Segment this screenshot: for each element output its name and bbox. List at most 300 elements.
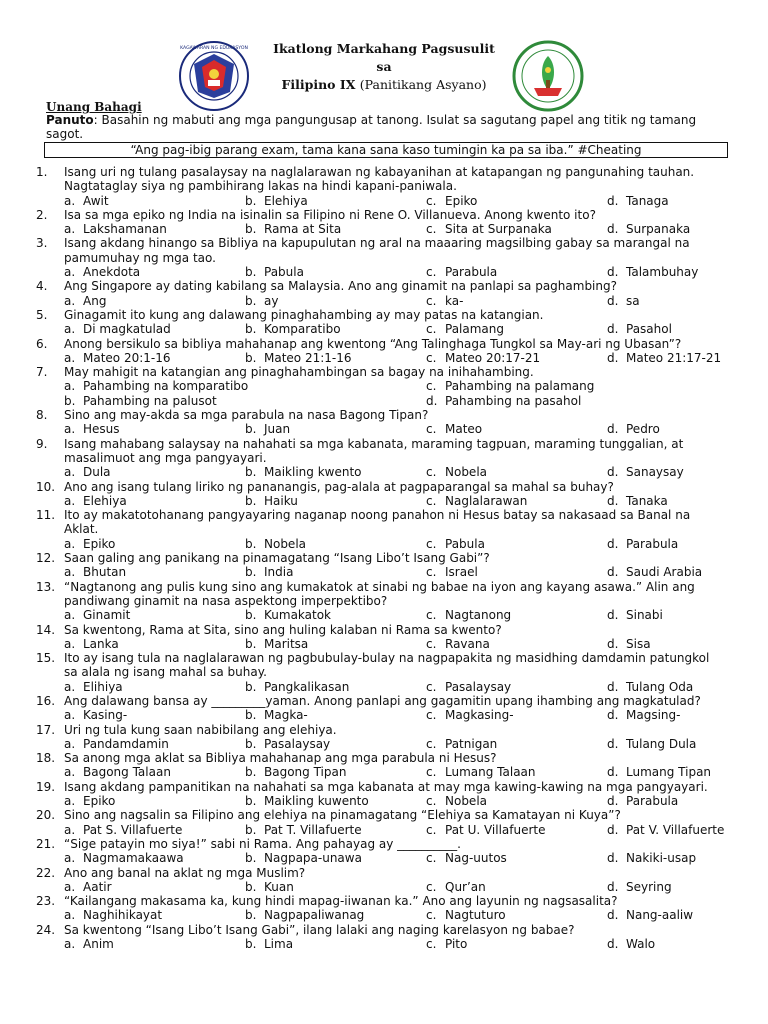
option-letter: c. (426, 322, 437, 337)
option-text[interactable]: Nagpapa-unawa (264, 851, 362, 866)
option-text[interactable]: Israel (445, 565, 478, 580)
question-number: 24. (36, 922, 56, 937)
instruction-label: Panuto (46, 113, 94, 127)
option-letter: b. (245, 822, 257, 837)
option-text[interactable]: Mateo 20:17-21 (445, 350, 541, 365)
question-item (36, 723, 726, 737)
instructions (46, 113, 726, 141)
question-number: 14. (36, 622, 56, 637)
option-text[interactable]: Hesus (83, 422, 120, 437)
question-item (36, 308, 726, 322)
question-item (36, 408, 726, 422)
option-letter: a. (64, 708, 76, 723)
option-text[interactable]: Anekdota (83, 265, 141, 280)
option-letter: b. (245, 536, 257, 551)
option-text[interactable]: Pedro (626, 422, 660, 437)
option-letter: c. (426, 265, 437, 280)
option-text[interactable]: Pabula (445, 536, 485, 551)
option-text[interactable]: Tanaga (626, 193, 669, 208)
option-text[interactable]: Pangkalikasan (264, 679, 350, 694)
option-letter: c. (426, 736, 437, 751)
question-text: Ano ang banal na aklat ng mga Muslim? (64, 865, 306, 880)
question-text: Ang dalawang bansa ay _________yaman. Anong panlapi ang gagamitin upang ihambing ang magkatulad? (64, 693, 701, 708)
question-item (36, 751, 726, 765)
question-item (36, 365, 726, 379)
option-letter: d. (607, 322, 619, 337)
option-text[interactable]: Epiko (83, 536, 116, 551)
option-text[interactable]: Rama at Sita (264, 222, 342, 237)
question-number: 6. (36, 336, 48, 351)
quote-box: “Ang pag-ibig parang exam, tama kana sana kaso tumingin ka pa sa iba.” #Cheating (44, 142, 728, 158)
question-number: 3. (36, 236, 48, 251)
option-letter: b. (245, 422, 257, 437)
option-text[interactable]: Pandamdamin (83, 736, 169, 751)
exam-subject: Filipino IX (281, 77, 356, 92)
option-letter: a. (64, 350, 76, 365)
option-text[interactable]: Seyring (626, 879, 672, 894)
exam-title-connector: sa (376, 59, 392, 74)
option-letter: c. (426, 879, 437, 894)
question-text: Ito ay isang tula na naglalarawan ng pagbubulay-bulay na nagpapakita ng masidhing damdamin patungkol sa alala ng isang mahal sa buhay. (64, 651, 710, 680)
question-text: “Kailangang makasama ka, kung hindi mapag-iiwanan ka.” Ano ang layunin ng nagsasalita? (64, 894, 618, 909)
exam-header (240, 40, 528, 94)
option-letter: a. (64, 608, 76, 623)
answer-options (36, 608, 726, 622)
option-letter: d. (607, 679, 619, 694)
option-text[interactable]: Lumang Tipan (626, 765, 712, 780)
option-text[interactable]: Dula (83, 465, 111, 480)
option-text[interactable]: Tulang Dula (626, 736, 697, 751)
option-text[interactable]: Nagtanong (445, 608, 512, 623)
option-text[interactable]: Mateo 21:1-16 (264, 350, 352, 365)
question-item (36, 837, 726, 851)
answer-options (36, 494, 726, 508)
answer-options (36, 880, 726, 894)
question-item (36, 236, 726, 265)
option-text[interactable]: Anim (83, 937, 114, 952)
option-text[interactable]: Mateo (445, 422, 483, 437)
option-letter: b. (245, 465, 257, 480)
option-text[interactable]: Aatir (83, 879, 112, 894)
option-letter: b. (245, 708, 257, 723)
option-letter: c. (426, 350, 437, 365)
option-text[interactable]: Parabula (445, 265, 498, 280)
question-number: 11. (36, 508, 56, 523)
answer-options (36, 908, 726, 922)
option-text[interactable]: Bagong Talaan (83, 765, 171, 780)
exam-subject-note: (Panitikang Asyano) (359, 77, 487, 92)
option-letter: d. (607, 794, 619, 809)
question-number: 19. (36, 779, 56, 794)
question-number: 20. (36, 808, 56, 823)
answer-options (36, 680, 726, 694)
option-text[interactable]: Juan (264, 422, 291, 437)
option-text[interactable]: Elehiya (264, 193, 308, 208)
question-item (36, 279, 726, 293)
option-letter: d. (607, 736, 619, 751)
option-text[interactable]: Nobela (264, 536, 307, 551)
option-letter: a. (64, 536, 76, 551)
option-letter: a. (64, 222, 76, 237)
answer-options (36, 708, 726, 722)
option-letter: c. (426, 636, 437, 651)
option-letter: d. (607, 422, 619, 437)
option-text[interactable]: Nobela (445, 794, 488, 809)
option-letter: a. (64, 322, 76, 337)
option-letter: a. (64, 565, 76, 580)
option-letter: c. (426, 493, 437, 508)
option-text[interactable]: Nagpapaliwanag (264, 908, 365, 923)
answer-options (36, 637, 726, 651)
question-number: 9. (36, 436, 48, 451)
question-number: 23. (36, 894, 56, 909)
option-letter: a. (64, 465, 76, 480)
option-text[interactable]: Naglalarawan (445, 493, 528, 508)
question-number: 18. (36, 751, 56, 766)
question-text: Uri ng tula kung saan nabibilang ang elehiya. (64, 722, 337, 737)
answer-options (36, 322, 726, 336)
option-letter: d. (607, 708, 619, 723)
option-letter: b. (245, 736, 257, 751)
question-number: 4. (36, 279, 48, 294)
option-text[interactable]: Magkasing- (445, 708, 514, 723)
option-text[interactable]: Pasalaysay (445, 679, 512, 694)
option-letter: a. (64, 937, 76, 952)
option-text[interactable]: Nobela (445, 465, 488, 480)
option-text[interactable]: Bagong Tipan (264, 765, 347, 780)
question-text: Ano ang isang tulang liriko ng pananangis, pag-alala at pagpaparangal sa mahal sa buhay? (64, 479, 614, 494)
question-item (36, 866, 726, 880)
question-item (36, 480, 726, 494)
option-letter: c. (426, 851, 437, 866)
question-item (36, 437, 726, 466)
question-number: 12. (36, 551, 56, 566)
option-letter: d. (607, 265, 619, 280)
option-text[interactable]: Maritsa (264, 636, 309, 651)
option-letter: d. (607, 193, 619, 208)
option-letter: c. (426, 422, 437, 437)
question-item (36, 208, 726, 222)
option-text[interactable]: sa (626, 293, 640, 308)
option-text[interactable]: Saudi Arabia (626, 565, 703, 580)
school-seal-logo (512, 40, 584, 112)
option-text[interactable]: Parabula (626, 536, 679, 551)
option-text[interactable]: Elihiya (83, 679, 123, 694)
answer-options (36, 794, 726, 808)
option-text[interactable]: Patnigan (445, 736, 498, 751)
option-letter: a. (64, 765, 76, 780)
option-text[interactable]: Palamang (445, 322, 505, 337)
option-text[interactable]: Pat V. Villafuerte (626, 822, 725, 837)
option-text[interactable]: India (264, 565, 294, 580)
option-letter: c. (426, 908, 437, 923)
option-text[interactable]: Ravana (445, 636, 490, 651)
option-text[interactable]: Ang (83, 293, 107, 308)
option-text[interactable]: ka- (445, 293, 464, 308)
answer-options (36, 565, 726, 579)
option-text[interactable]: Sinabi (626, 608, 663, 623)
option-text[interactable]: Tulang Oda (626, 679, 694, 694)
option-letter: d. (607, 636, 619, 651)
option-letter: b. (245, 493, 257, 508)
option-text[interactable]: Epiko (83, 794, 116, 809)
option-letter: b. (245, 679, 257, 694)
option-text[interactable]: Magka- (264, 708, 308, 723)
question-number: 15. (36, 651, 56, 666)
option-letter: b. (245, 908, 257, 923)
answer-options (36, 537, 726, 551)
option-text[interactable]: Tanaka (626, 493, 668, 508)
option-letter: c. (426, 193, 437, 208)
question-item (36, 808, 726, 822)
question-number: 10. (36, 479, 56, 494)
option-letter: b. (245, 193, 257, 208)
option-letter: c. (426, 565, 437, 580)
option-letter: c. (426, 465, 437, 480)
question-number: 21. (36, 836, 56, 851)
option-text[interactable]: Parabula (626, 794, 679, 809)
option-letter: a. (64, 736, 76, 751)
option-text[interactable]: Pasalaysay (264, 736, 331, 751)
question-item (36, 551, 726, 565)
instruction-text: : Basahin ng mabuti ang mga pangungusap at tanong. Isulat sa sagutang papel ang titik ng tamang sagot. (46, 113, 697, 141)
option-text[interactable]: Lumang Talaan (445, 765, 536, 780)
question-number: 1. (36, 165, 48, 179)
question-text: Sino ang nagsalin sa Filipino ang elehiya na pinamagatang “Elehiya sa Kamatayan ni Kuya”? (64, 808, 621, 823)
option-letter: d. (607, 350, 619, 365)
option-letter: d. (607, 222, 619, 237)
option-text[interactable]: Bhutan (83, 565, 127, 580)
option-letter: c. (426, 708, 437, 723)
question-text: Ito ay makatotohanang pangyayaring naganap noong panahon ni Hesus batay sa nakasaad sa Banal na Aklat. (64, 508, 691, 537)
option-letter: d. (607, 851, 619, 866)
option-letter: a. (64, 379, 76, 394)
option-text[interactable]: Kasing- (83, 708, 128, 723)
exam-subject-line (240, 76, 528, 94)
question-text: Saan galing ang panikang na pinamagatang “Isang Libo’t Isang Gabi”? (64, 551, 490, 566)
option-letter: a. (64, 822, 76, 837)
option-letter: a. (64, 636, 76, 651)
option-letter: b. (245, 222, 257, 237)
option-text[interactable]: Pat S. Villafuerte (83, 822, 183, 837)
answer-options (36, 422, 726, 436)
option-text[interactable]: Pahambing na palusot (83, 393, 217, 408)
question-text: Ginagamit ito kung ang dalawang pinaghahambing ay may patas na katangian. (64, 307, 544, 322)
exam-title: Ikatlong Markahang Pagsusulit (273, 41, 495, 56)
question-item (36, 780, 726, 794)
question-number: 5. (36, 307, 48, 322)
question-text: Sa kwentong, Rama at Sita, sino ang huling kalaban ni Rama sa kwento? (64, 622, 502, 637)
option-letter: a. (64, 193, 76, 208)
option-text[interactable]: Sita at Surpanaka (445, 222, 552, 237)
option-text[interactable]: Pahambing na palamang (445, 379, 595, 394)
answer-options (36, 351, 726, 365)
question-text: Isa sa mga epiko ng India na isinalin sa Filipino ni Rene O. Villanueva. Anong kwento ito? (64, 207, 596, 222)
option-text[interactable]: Lanka (83, 636, 119, 651)
option-letter: c. (426, 822, 437, 837)
option-letter: a. (64, 879, 76, 894)
answer-options (36, 222, 726, 236)
option-text[interactable]: Pahambing na pasahol (445, 393, 582, 408)
option-text[interactable]: Pito (445, 937, 468, 952)
option-text[interactable]: Nag-uutos (445, 851, 507, 866)
question-number: 8. (36, 408, 48, 423)
option-text[interactable]: Nagtuturo (445, 908, 506, 923)
option-letter: a. (64, 794, 76, 809)
question-item (36, 651, 726, 680)
option-letter: a. (64, 493, 76, 508)
option-text[interactable]: Sisa (626, 636, 651, 651)
option-text[interactable]: Kuan (264, 879, 294, 894)
option-letter: b. (245, 322, 257, 337)
option-letter: a. (64, 265, 76, 280)
option-text[interactable]: Ginamit (83, 608, 131, 623)
option-letter: c. (426, 937, 437, 952)
option-letter: d. (607, 293, 619, 308)
question-text: Sa kwentong “Isang Libo’t Isang Gabi”, ilang lalaki ang naging karelasyon ng babae? (64, 922, 575, 937)
option-text[interactable]: Mateo 21:17-21 (626, 350, 722, 365)
option-text[interactable]: Kumakatok (264, 608, 332, 623)
option-text[interactable]: Pabula (264, 265, 304, 280)
question-number: 17. (36, 722, 56, 737)
option-text[interactable]: Elehiya (83, 493, 127, 508)
option-letter: b. (245, 350, 257, 365)
question-text: May mahigit na katangian ang pinaghahambingan sa bagay na inihahambing. (64, 365, 534, 380)
option-text[interactable]: Komparatibo (264, 322, 341, 337)
question-text: Isang akdang hinango sa Bibliya na kapupulutan ng aral na maaaring magsilbing gabay sa marangal na pamumuhay ng mga tao. (64, 236, 690, 265)
question-item (36, 508, 726, 537)
option-text[interactable]: Pasahol (626, 322, 672, 337)
option-text[interactable]: Sanaysay (626, 465, 684, 480)
option-text[interactable]: Maikling kwento (264, 465, 362, 480)
option-letter: d. (426, 393, 438, 408)
option-letter: c. (426, 679, 437, 694)
option-letter: b. (245, 765, 257, 780)
question-text: Isang uri ng tulang pasalaysay na naglalarawan ng kabayanihan at katapangan ng pangunahing tauhan. Nagtataglay siya ng pambihirang lakas na hindi kapani-paniwala. (64, 165, 695, 194)
option-letter: d. (607, 565, 619, 580)
option-text[interactable]: Surpanaka (626, 222, 691, 237)
answer-options (36, 765, 726, 779)
option-letter: d. (607, 493, 619, 508)
answer-options (36, 194, 726, 208)
question-item (36, 623, 726, 637)
question-text: Sa anong mga aklat sa Bibliya mahahanap ang mga parabula ni Hesus? (64, 751, 497, 766)
option-letter: c. (426, 536, 437, 551)
question-item (36, 337, 726, 351)
option-letter: b. (245, 879, 257, 894)
option-letter: b. (245, 293, 257, 308)
question-number: 7. (36, 365, 48, 380)
option-letter: c. (426, 794, 437, 809)
option-letter: b. (245, 794, 257, 809)
option-letter: b. (64, 393, 76, 408)
question-text: Isang mahabang salaysay na nahahati sa mga kabanata, maraming tagpuan, maraming tunggalian, at masalimuot ang mga pangyayari. (64, 436, 684, 465)
answer-options (36, 465, 726, 479)
option-text[interactable]: Di magkatulad (83, 322, 171, 337)
question-item (36, 923, 726, 937)
question-number: 22. (36, 865, 56, 880)
option-text[interactable]: Nang-aaliw (626, 908, 694, 923)
answer-options (36, 265, 726, 279)
option-letter: b. (245, 937, 257, 952)
question-item (36, 894, 726, 908)
option-letter: a. (64, 293, 76, 308)
option-letter: a. (64, 851, 76, 866)
option-letter: b. (245, 565, 257, 580)
option-letter: c. (426, 379, 437, 394)
question-text: “Sige patayin mo siya!” sabi ni Rama. Ang pahayag ay __________. (64, 836, 461, 851)
question-text: Ang Singapore ay dating kabilang sa Malaysia. Ano ang ginamit na panlapi sa paghambing? (64, 279, 617, 294)
option-letter: c. (426, 608, 437, 623)
option-text[interactable]: Mateo 20:1-16 (83, 350, 171, 365)
option-letter: b. (245, 608, 257, 623)
question-text: “Nagtanong ang pulis kung sino ang kumakatok at sinabi ng babae na iyon ang kayang asawa.” Alin ang pandiwang ginamit na nasa aspektong imperpektibo? (64, 579, 695, 608)
option-text[interactable]: Talambuhay (626, 265, 699, 280)
svg-text:KAGAWARAN NG EDUKASYON: KAGAWARAN NG EDUKASYON (180, 46, 248, 51)
option-letter: b. (245, 851, 257, 866)
option-letter: c. (426, 222, 437, 237)
question-item (36, 694, 726, 708)
option-text[interactable]: Magsing- (626, 708, 681, 723)
option-text[interactable]: Nakiki-usap (626, 851, 697, 866)
answer-options (36, 851, 726, 865)
option-text[interactable]: Haiku (264, 493, 298, 508)
option-letter: a. (64, 908, 76, 923)
option-text[interactable]: Nagmamakaawa (83, 851, 184, 866)
option-letter: c. (426, 293, 437, 308)
option-letter: a. (64, 679, 76, 694)
option-text[interactable]: Lima (264, 937, 294, 952)
question-number: 16. (36, 693, 56, 708)
answer-options (36, 737, 726, 751)
option-text[interactable]: Pat T. Villafuerte (264, 822, 362, 837)
option-text[interactable]: Maikling kuwento (264, 794, 369, 809)
question-number: 2. (36, 207, 48, 222)
option-letter: c. (426, 765, 437, 780)
option-letter: d. (607, 908, 619, 923)
question-number: 13. (36, 579, 56, 594)
answer-options (36, 823, 726, 837)
option-text[interactable]: Epiko (445, 193, 478, 208)
option-text[interactable]: Naghihikayat (83, 908, 163, 923)
option-letter: d. (607, 608, 619, 623)
option-letter: b. (245, 265, 257, 280)
option-text[interactable]: ay (264, 293, 279, 308)
option-text[interactable]: Lakshamanan (83, 222, 167, 237)
option-letter: b. (245, 636, 257, 651)
question-item (36, 580, 726, 609)
question-text: Sino ang may-akda sa mga parabula na nasa Bagong Tipan? (64, 408, 429, 423)
option-text[interactable]: Pahambing na komparatibo (83, 379, 249, 394)
option-text[interactable]: Walo (626, 937, 656, 952)
question-text: Isang akdang pampanitikan na nahahati sa mga kabanata at may mga kawing-kawing na mga pangyayari. (64, 779, 708, 794)
option-letter: d. (607, 765, 619, 780)
answer-options (36, 294, 726, 308)
option-letter: d. (607, 536, 619, 551)
option-letter: d. (607, 879, 619, 894)
option-letter: d. (607, 822, 619, 837)
part-title: Unang Bahagi (46, 100, 142, 114)
option-letter: a. (64, 422, 76, 437)
question-item (36, 165, 726, 194)
option-text[interactable]: Awit (83, 193, 109, 208)
question-text: Anong bersikulo sa bibliya mahahanap ang kwentong “Ang Talinghaga Tungkol sa May-ari ng Ubasan”? (64, 336, 682, 351)
option-letter: d. (607, 465, 619, 480)
answer-options (36, 937, 726, 951)
option-text[interactable]: Qur’an (445, 879, 486, 894)
option-text[interactable]: Pat U. Villafuerte (445, 822, 546, 837)
answer-options (36, 379, 726, 408)
